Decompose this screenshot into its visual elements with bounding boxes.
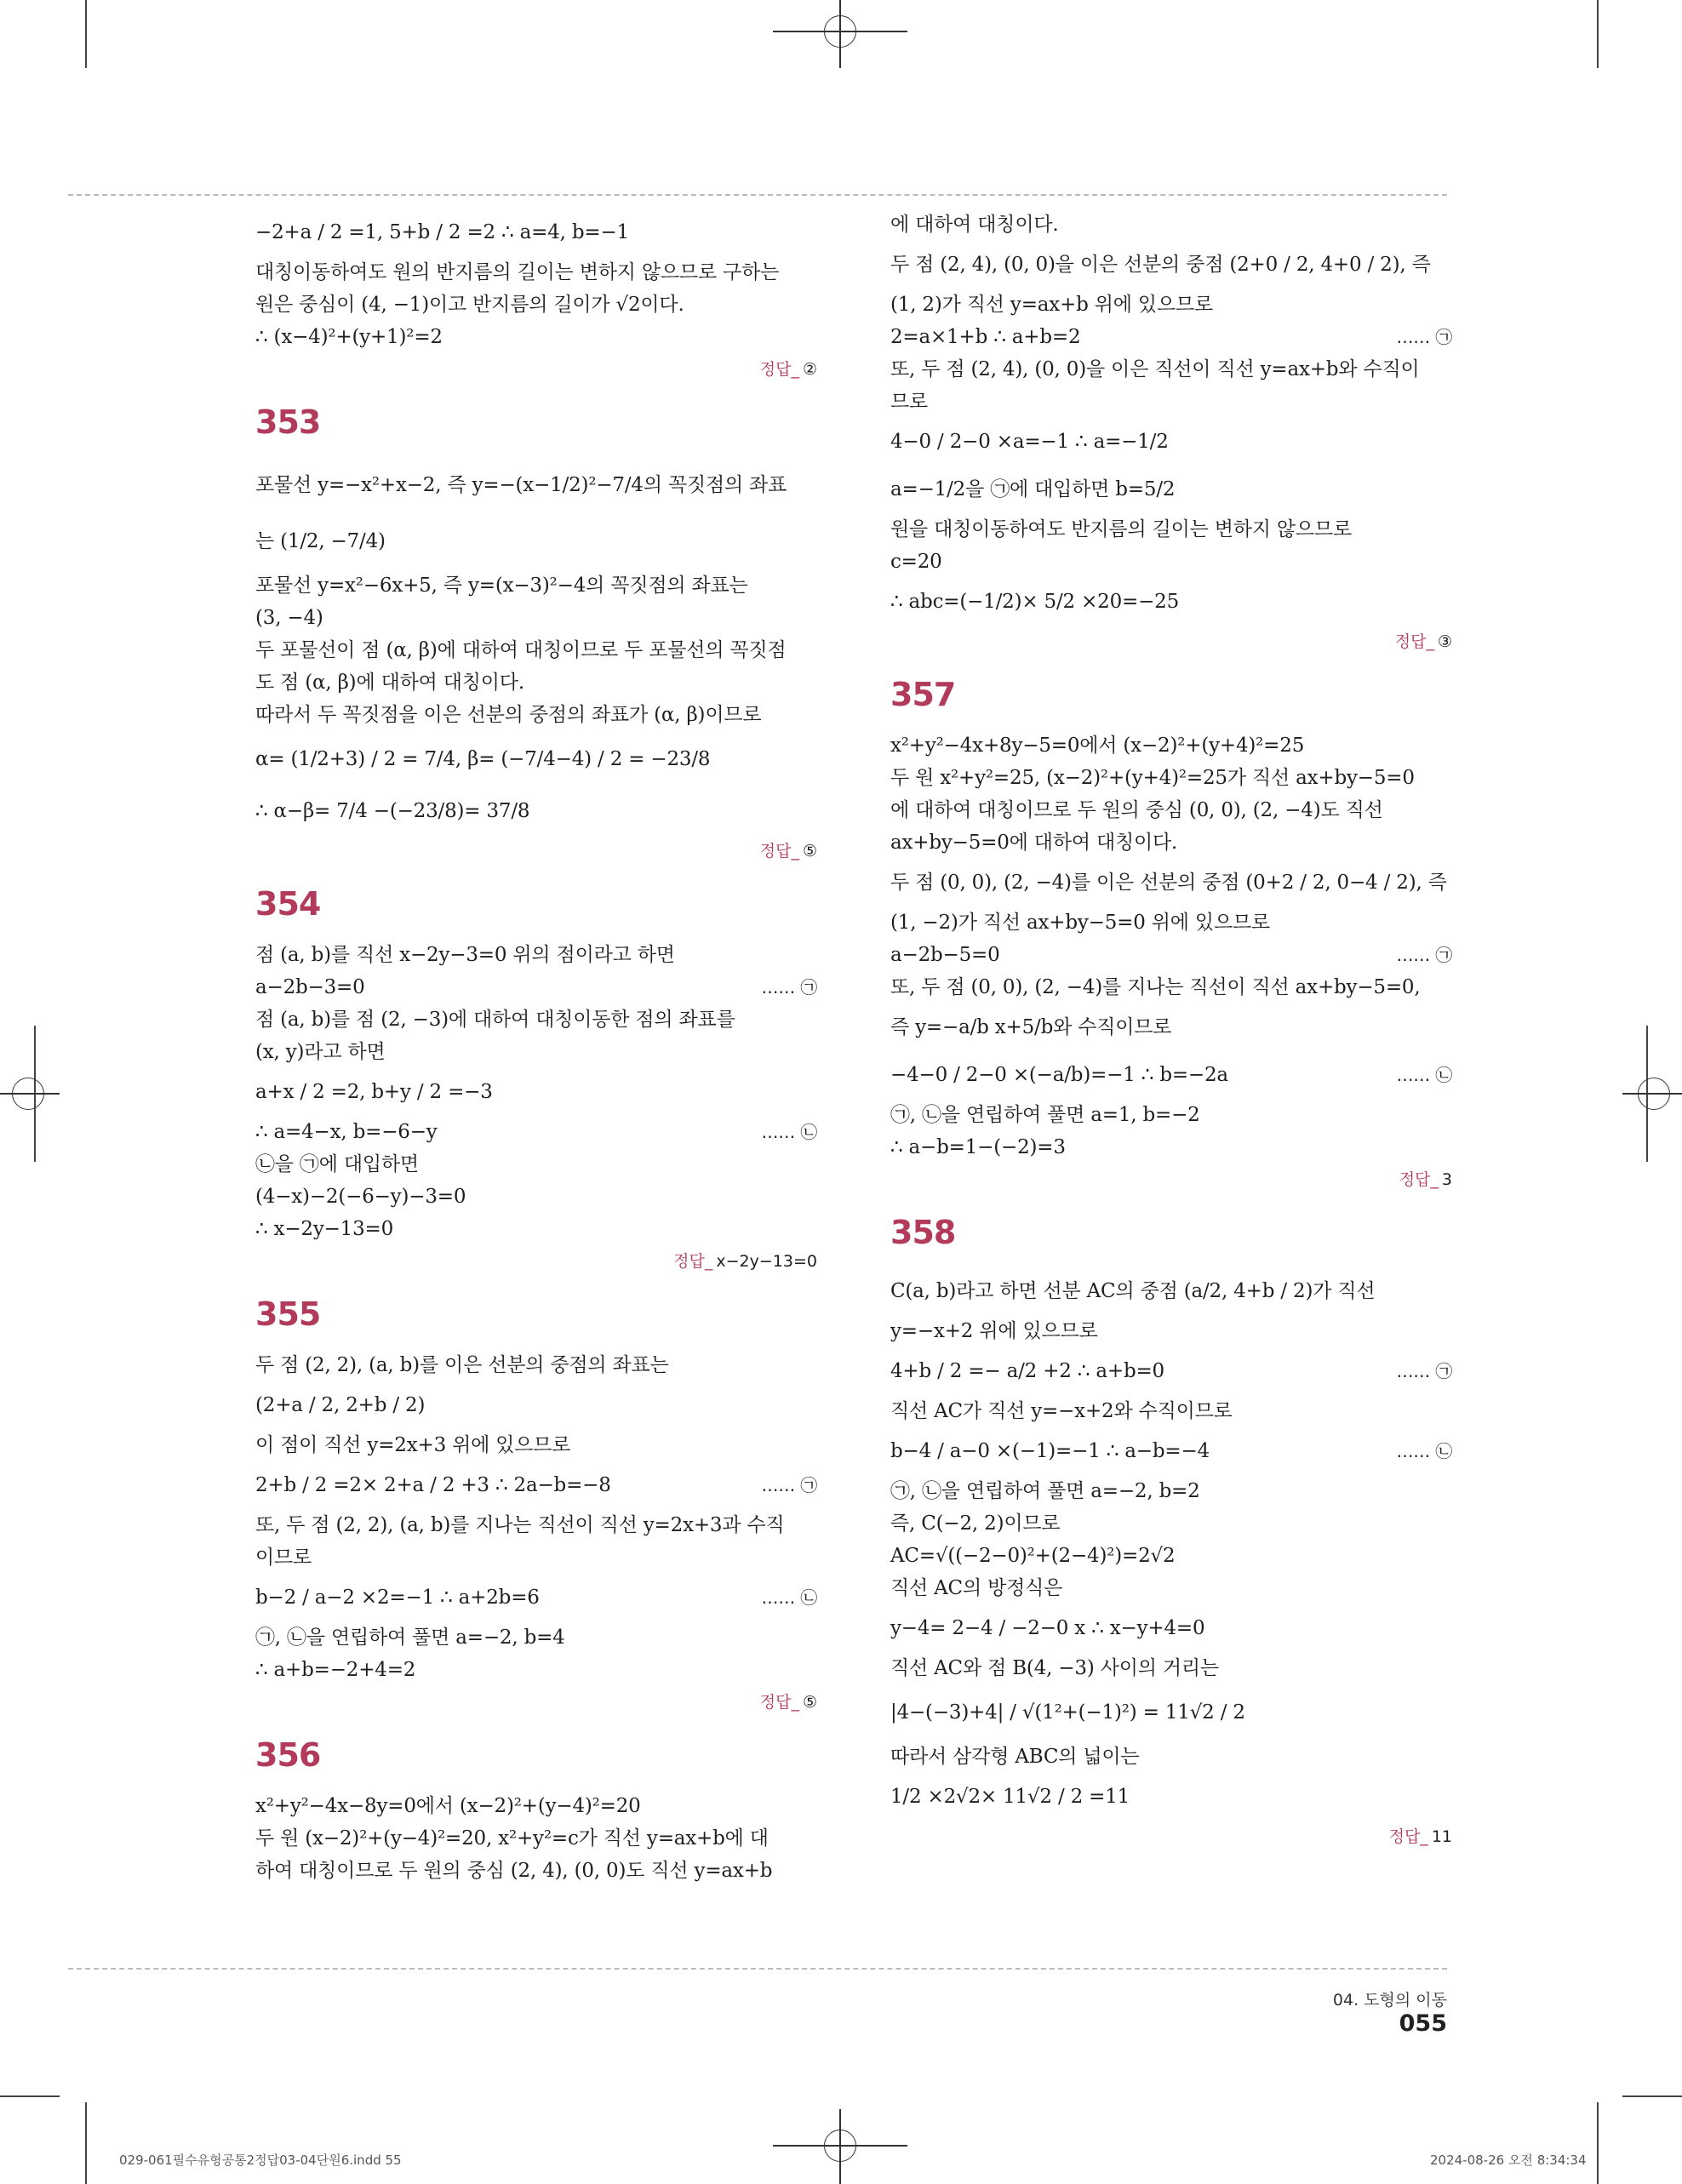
solution-line	[890, 386, 1452, 418]
solution-line	[255, 1621, 817, 1654]
solution-line	[255, 1116, 817, 1148]
solution-line	[890, 1507, 1452, 1540]
solution-text: 2=a×1+b ∴ a+b=2	[890, 326, 1081, 348]
solution-line	[890, 513, 1452, 546]
solution-line	[255, 513, 817, 569]
solution-line	[255, 787, 817, 835]
solution-text: 4+b / 2 =− a/2 +2 ∴ a+b=0	[890, 1360, 1164, 1382]
equation-marker: …… ㉠	[761, 1475, 817, 1495]
solution-line	[255, 699, 817, 731]
page-number: 055	[1399, 2010, 1447, 2037]
answer-line	[890, 626, 1452, 658]
answer-line	[255, 835, 817, 867]
solution-text: ㉠, ㉡을 연립하여 풀면 a=−2, b=2	[890, 1480, 1200, 1502]
solution-line	[255, 289, 817, 321]
solution-text: 원을 대칭이동하여도 반지름의 길이는 변하지 않으므로	[890, 518, 1352, 540]
solution-text: 두 점 (0, 0), (2, −4)를 이은 선분의 중점 (0+2 / 2, 0−4 / 2), 즉	[890, 872, 1447, 894]
crop-mark	[0, 2095, 60, 2097]
solution-line	[255, 1381, 817, 1429]
solution-text: a−2b−3=0	[255, 976, 365, 998]
solution-line	[255, 569, 817, 602]
solution-text: 포물선 y=x²−6x+5, 즉 y=(x−3)²−4의 꼭짓점의 좌표는	[255, 575, 748, 597]
solution-text: ∴ x−2y−13=0	[255, 1218, 394, 1240]
solution-text: 또, 두 점 (0, 0), (2, −4)를 지나는 직선이 직선 ax+by−5=0,	[890, 976, 1421, 998]
solution-text: c=20	[890, 551, 942, 573]
equation-marker: …… ㉠	[1396, 327, 1452, 347]
solution-text: 점 (a, b)를 직선 x−2y−3=0 위의 점이라고 하면	[255, 944, 675, 966]
solution-line	[890, 1604, 1452, 1652]
crop-mark	[1622, 2095, 1682, 2097]
solution-line	[255, 1429, 817, 1461]
solution-text: y−4= 2−4 / −2−0 x ∴ x−y+4=0	[890, 1617, 1205, 1639]
solution-text: 므로	[890, 391, 929, 413]
solution-text: 원은 중심이 (4, −1)이고 반지름의 길이가 √2이다.	[255, 294, 684, 316]
solution-line	[890, 762, 1452, 794]
solution-line	[255, 666, 817, 699]
solution-text: −2+a / 2 =1, 5+b / 2 =2 ∴ a=4, b=−1	[255, 221, 629, 243]
solution-line	[890, 1099, 1452, 1131]
registration-mark-line	[839, 2109, 841, 2184]
solution-text: 에 대하여 대칭이다.	[890, 214, 1059, 236]
answer-value: ⑤	[802, 1693, 817, 1712]
solution-line	[890, 1003, 1452, 1051]
solution-line	[255, 1855, 817, 1887]
solution-text: 이므로	[255, 1547, 312, 1569]
equation-marker: …… ㉠	[1396, 945, 1452, 965]
solution-line	[890, 466, 1452, 513]
solution-text: 따라서 삼각형 ABC의 넓이는	[890, 1746, 1140, 1768]
top-dashed-rule	[68, 194, 1447, 196]
answer-label: 정답_	[759, 842, 799, 860]
equation-marker: …… ㉡	[761, 1122, 817, 1142]
answer-value: ②	[802, 360, 817, 379]
crop-mark	[85, 2102, 87, 2184]
solution-text: ㉠, ㉡을 연립하여 풀면 a=1, b=−2	[890, 1104, 1200, 1126]
solution-text: 하여 대칭이므로 두 원의 중심 (2, 4), (0, 0)도 직선 y=ax+b	[255, 1860, 773, 1882]
solution-line	[890, 906, 1452, 939]
left-column	[255, 209, 817, 1887]
answer-value: 11	[1431, 1827, 1452, 1846]
solution-text: |4−(−3)+4| / √(1²+(−1)²) = 11√2 / 2	[890, 1701, 1245, 1724]
problem-number: 356	[255, 1736, 321, 1774]
solution-line	[890, 1427, 1452, 1475]
solution-text: 1/2 ×2√2× 11√2 / 2 =11	[890, 1786, 1130, 1808]
solution-text: α= (1/2+3) / 2 = 7/4, β= (−7/4−4) / 2 = −23/8	[255, 748, 711, 770]
solution-text: 직선 AC의 방정식은	[890, 1577, 1063, 1599]
solution-text: b−4 / a−0 ×(−1)=−1 ∴ a−b=−4	[890, 1440, 1210, 1462]
solution-line	[890, 1131, 1452, 1163]
solution-line	[890, 321, 1452, 353]
crop-mark	[85, 0, 87, 68]
solution-line	[890, 1684, 1452, 1741]
answer-value: ⑤	[802, 842, 817, 860]
chapter-title: 04. 도형의 이동	[1332, 1991, 1447, 2010]
solution-line	[255, 1541, 817, 1574]
slug-file-name: 029-061필수유형공통2정답03-04단원6.indd 55	[119, 2153, 402, 2168]
answer-label: 정답_	[759, 1693, 799, 1712]
problem-number: 353	[255, 403, 321, 441]
solution-line	[890, 209, 1452, 241]
equation-marker: …… ㉡	[761, 1587, 817, 1608]
solution-line	[255, 731, 817, 787]
solution-line	[890, 241, 1452, 289]
solution-line	[255, 1181, 817, 1213]
solution-text: ∴ a+b=−2+4=2	[255, 1659, 416, 1681]
solution-line	[255, 321, 817, 353]
solution-line	[255, 1790, 817, 1822]
equation-marker: …… ㉠	[1396, 1361, 1452, 1381]
solution-line	[890, 418, 1452, 466]
solution-line	[255, 971, 817, 1003]
solution-line	[890, 826, 1452, 859]
solution-line	[255, 1213, 817, 1245]
solution-line	[890, 1572, 1452, 1604]
solution-text: −4−0 / 2−0 ×(−a/b)=−1 ∴ b=−2a	[890, 1064, 1228, 1086]
answer-label: 정답_	[1388, 1827, 1428, 1846]
solution-line	[255, 1068, 817, 1116]
solution-text: 점 (a, b)를 점 (2, −3)에 대하여 대칭이동한 점의 좌표를	[255, 1009, 735, 1031]
solution-line	[890, 578, 1452, 626]
solution-text: 이 점이 직선 y=2x+3 위에 있으므로	[255, 1434, 571, 1456]
slug-timestamp: 2024-08-26 오전 8:34:34	[1430, 2153, 1587, 2168]
solution-line	[890, 1267, 1452, 1315]
answer-label: 정답_	[1394, 632, 1434, 651]
solution-text: C(a, b)라고 하면 선분 AC의 중점 (a/2, 4+b / 2)가 직선	[890, 1280, 1376, 1302]
solution-text: ∴ a−b=1−(−2)=3	[890, 1136, 1066, 1158]
solution-text: ㉠, ㉡을 연립하여 풀면 a=−2, b=4	[255, 1627, 565, 1649]
solution-text: (x, y)라고 하면	[255, 1041, 386, 1063]
equation-marker: …… ㉠	[761, 977, 817, 998]
solution-line	[890, 1540, 1452, 1572]
solution-text: AC=√((−2−0)²+(2−4)²)=2√2	[890, 1545, 1176, 1567]
solution-text: 직선 AC와 점 B(4, −3) 사이의 거리는	[890, 1657, 1219, 1679]
crop-mark	[1597, 0, 1599, 68]
solution-text: 포물선 y=−x²+x−2, 즉 y=−(x−1/2)²−7/4의 꼭짓점의 좌표	[255, 474, 787, 496]
right-column	[890, 209, 1452, 1858]
answer-line	[255, 1245, 817, 1278]
chapter-footer	[1285, 1987, 1447, 2037]
solution-text: ∴ a=4−x, b=−6−y	[255, 1121, 438, 1143]
solution-text: 따라서 두 꼭짓점을 이은 선분의 중점의 좌표가 (α, β)이므로	[255, 704, 762, 726]
solution-line	[255, 1509, 817, 1541]
solution-line	[890, 1395, 1452, 1427]
registration-mark-line	[839, 0, 841, 68]
solution-text: ax+by−5=0에 대하여 대칭이다.	[890, 832, 1178, 854]
answer-label: 정답_	[1399, 1170, 1439, 1189]
solution-text: 4−0 / 2−0 ×a=−1 ∴ a=−1/2	[890, 431, 1169, 453]
solution-line	[255, 209, 817, 256]
solution-line	[255, 602, 817, 634]
solution-text: 또, 두 점 (2, 2), (a, b)를 지나는 직선이 직선 y=2x+3과 수직	[255, 1514, 785, 1536]
solution-text: (3, −4)	[255, 607, 323, 629]
answer-label: 정답_	[673, 1252, 713, 1271]
solution-line	[890, 353, 1452, 386]
solution-line	[255, 1349, 817, 1381]
solution-line	[255, 1148, 817, 1181]
solution-text: a+x / 2 =2, b+y / 2 =−3	[255, 1081, 493, 1103]
solution-line	[255, 634, 817, 666]
solution-line	[255, 1654, 817, 1686]
solution-text: b−2 / a−2 ×2=−1 ∴ a+2b=6	[255, 1587, 540, 1609]
solution-text: a=−1/2을 ㉠에 대입하면 b=5/2	[890, 478, 1176, 500]
answer-line	[255, 1686, 817, 1718]
solution-text: ∴ abc=(−1/2)× 5/2 ×20=−25	[890, 591, 1180, 613]
solution-text: ∴ α−β= 7/4 −(−23/8)= 37/8	[255, 800, 530, 822]
answer-value: 3	[1441, 1170, 1452, 1189]
solution-text: ㉡을 ㉠에 대입하면	[255, 1153, 419, 1175]
solution-text: 에 대하여 대칭이므로 두 원의 중심 (0, 0), (2, −4)도 직선	[890, 799, 1383, 821]
solution-line	[255, 1003, 817, 1036]
solution-text: 두 점 (2, 4), (0, 0)을 이은 선분의 중점 (2+0 / 2, 4+0 / 2), 즉	[890, 254, 1431, 276]
solution-line	[255, 1822, 817, 1855]
solution-text: (1, 2)가 직선 y=ax+b 위에 있으므로	[890, 294, 1213, 316]
solution-text: 두 점 (2, 2), (a, b)를 이은 선분의 중점의 좌표는	[255, 1354, 669, 1376]
solution-line	[255, 1574, 817, 1621]
solution-line	[890, 1652, 1452, 1684]
solution-text: x²+y²−4x−8y=0에서 (x−2)²+(y−4)²=20	[255, 1795, 641, 1817]
solution-text: 두 원 (x−2)²+(y−4)²=20, x²+y²=c가 직선 y=ax+b에 대	[255, 1827, 769, 1850]
solution-line	[890, 546, 1452, 578]
solution-text: ∴ (x−4)²+(y+1)²=2	[255, 326, 443, 348]
solution-line	[255, 1461, 817, 1509]
solution-line	[890, 289, 1452, 321]
solution-line	[890, 1741, 1452, 1773]
registration-mark-line	[0, 1093, 60, 1095]
bottom-dashed-rule	[68, 1968, 1447, 1970]
answer-label: 정답_	[759, 360, 799, 379]
registration-mark-line	[1622, 1093, 1682, 1095]
problem-number: 357	[890, 676, 956, 713]
solution-line	[890, 1347, 1452, 1395]
solution-text: 는 (1/2, −7/4)	[255, 530, 386, 552]
solution-line	[255, 939, 817, 971]
solution-text: x²+y²−4x+8y−5=0에서 (x−2)²+(y+4)²=25	[890, 735, 1305, 757]
crop-mark	[1597, 2102, 1599, 2184]
problem-number: 354	[255, 885, 321, 923]
solution-line	[890, 939, 1452, 971]
solution-text: (2+a / 2, 2+b / 2)	[255, 1394, 426, 1416]
solution-text: (1, −2)가 직선 ax+by−5=0 위에 있으므로	[890, 912, 1270, 934]
solution-line	[890, 1475, 1452, 1507]
solution-text: 2+b / 2 =2× 2+a / 2 +3 ∴ 2a−b=−8	[255, 1474, 611, 1496]
solution-line	[255, 1036, 817, 1068]
equation-marker: …… ㉡	[1396, 1441, 1452, 1461]
solution-line	[890, 859, 1452, 906]
solution-line	[890, 1315, 1452, 1347]
solution-line	[255, 256, 817, 289]
solution-text: 두 원 x²+y²=25, (x−2)²+(y+4)²=25가 직선 ax+by−5=0	[890, 767, 1415, 789]
solution-line	[890, 1773, 1452, 1821]
solution-line	[890, 794, 1452, 826]
answer-line	[890, 1821, 1452, 1853]
answer-value: x−2y−13=0	[716, 1252, 817, 1271]
answer-value: ③	[1437, 632, 1452, 651]
solution-text: 직선 AC가 직선 y=−x+2와 수직이므로	[890, 1400, 1233, 1422]
solution-text: 대칭이동하여도 원의 반지름의 길이는 변하지 않으므로 구하는	[255, 261, 780, 283]
solution-text: 즉, C(−2, 2)이므로	[890, 1512, 1061, 1535]
solution-line	[890, 729, 1452, 762]
solution-line	[890, 971, 1452, 1003]
answer-line	[255, 353, 817, 386]
solution-text: a−2b−5=0	[890, 944, 1000, 966]
equation-marker: …… ㉡	[1396, 1065, 1452, 1085]
solution-line	[255, 457, 817, 513]
solution-text: 또, 두 점 (2, 4), (0, 0)을 이은 직선이 직선 y=ax+b와 수직이	[890, 358, 1420, 380]
solution-text: (4−x)−2(−6−y)−3=0	[255, 1186, 466, 1208]
answer-line	[890, 1163, 1452, 1196]
solution-line	[890, 1051, 1452, 1099]
solution-text: y=−x+2 위에 있으므로	[890, 1320, 1098, 1342]
solution-text: 도 점 (α, β)에 대하여 대칭이다.	[255, 672, 524, 694]
problem-number: 358	[890, 1214, 956, 1251]
problem-number: 355	[255, 1295, 321, 1333]
solution-text: 즉 y=−a/b x+5/b와 수직이므로	[890, 1016, 1172, 1038]
solution-text: 두 포물선이 점 (α, β)에 대하여 대칭이므로 두 포물선의 꼭짓점	[255, 639, 787, 661]
